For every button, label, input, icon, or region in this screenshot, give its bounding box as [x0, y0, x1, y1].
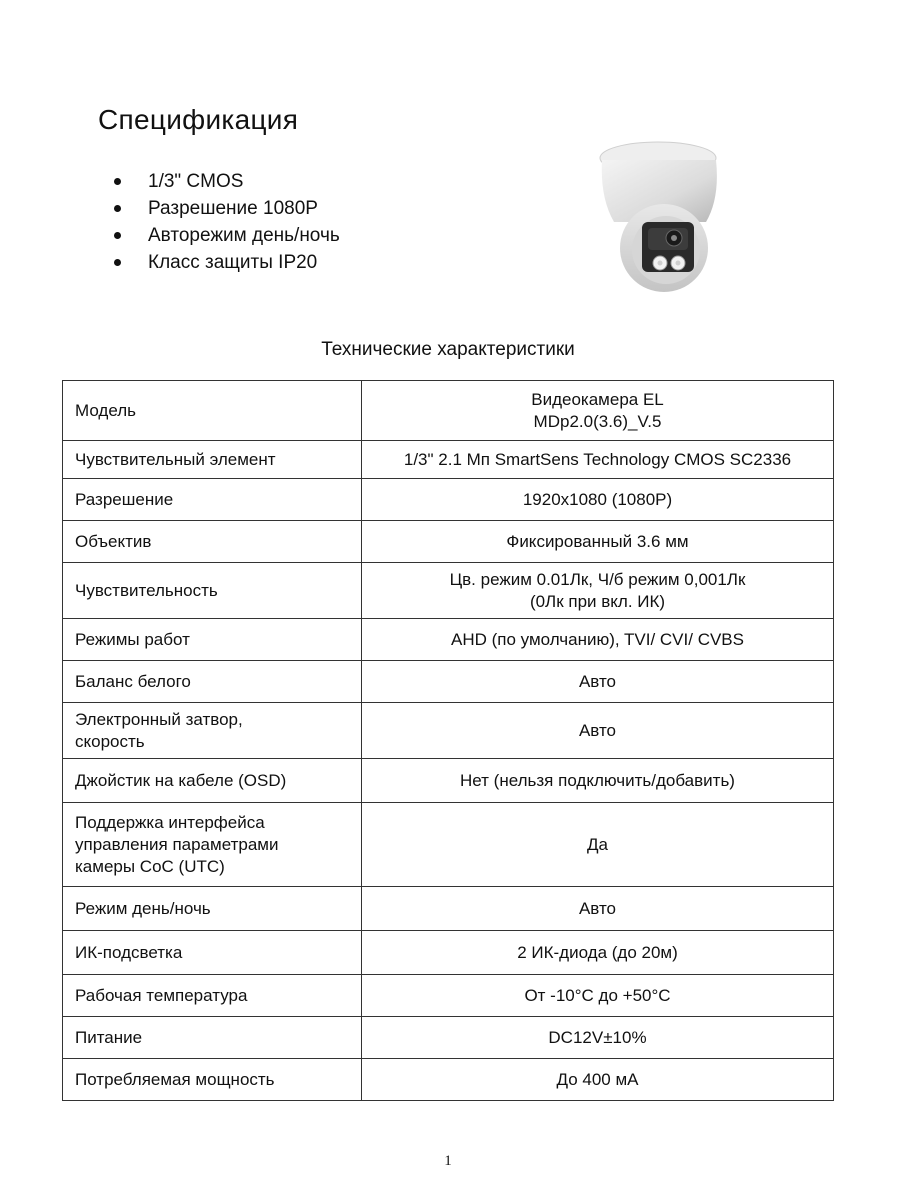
row-label: Потребляемая мощность — [63, 1059, 362, 1101]
row-label: Баланс белого — [63, 661, 362, 703]
row-value: AHD (по умолчанию), TVI/ CVI/ CVBS — [362, 619, 834, 661]
row-value: Фиксированный 3.6 мм — [362, 521, 834, 563]
spec-list-item — [110, 222, 340, 249]
row-value: DC12V±10% — [362, 1017, 834, 1059]
row-label: Питание — [63, 1017, 362, 1059]
row-value: Видеокамера EL MDp2.0(3.6)_V.5 — [362, 381, 834, 441]
table-row — [63, 479, 834, 521]
bullet-icon — [114, 259, 121, 266]
row-value: 1/3" 2.1 Мп SmartSens Technology CMOS SC2336 — [362, 441, 834, 479]
row-value: Да — [362, 803, 834, 887]
table-row — [63, 975, 834, 1017]
table-row — [63, 441, 834, 479]
row-value: 1920x1080 (1080P) — [362, 479, 834, 521]
bullet-icon — [114, 205, 121, 212]
row-value: Авто — [362, 703, 834, 759]
table-row — [63, 1017, 834, 1059]
table-row — [63, 521, 834, 563]
page-title: Спецификация — [98, 104, 299, 135]
bullet-icon — [114, 178, 121, 185]
table-title: Технические характеристики — [321, 339, 575, 360]
spec-text: Разрешение 1080P — [148, 198, 318, 219]
table-row — [63, 563, 834, 619]
row-label: Чувствительный элемент — [63, 441, 362, 479]
table-row — [63, 619, 834, 661]
table-row — [63, 661, 834, 703]
row-value: Нет (нельзя подключить/добавить) — [362, 759, 834, 803]
spec-text: 1/3" CMOS — [148, 171, 244, 192]
row-value: До 400 мА — [362, 1059, 834, 1101]
page-number: 1 — [444, 1153, 452, 1169]
row-value: От -10°C до +50°C — [362, 975, 834, 1017]
specs-table — [62, 380, 834, 1101]
bullet-icon — [114, 232, 121, 239]
table-row — [63, 1059, 834, 1101]
row-label: Модель — [63, 381, 362, 441]
table-row — [63, 381, 834, 441]
row-label: Поддержка интерфейса управления параметрами камеры CoC (UTC) — [63, 803, 362, 887]
row-label: Электронный затвор, скорость — [63, 703, 362, 759]
row-label: Режимы работ — [63, 619, 362, 661]
row-label: Объектив — [63, 521, 362, 563]
table-row — [63, 759, 834, 803]
spec-list — [110, 168, 340, 276]
table-row — [63, 887, 834, 931]
row-label: Джойстик на кабеле (OSD) — [63, 759, 362, 803]
row-value: Авто — [362, 661, 834, 703]
spec-list-item — [110, 168, 340, 195]
row-label: ИК-подсветка — [63, 931, 362, 975]
spec-text: Авторежим день/ночь — [148, 225, 340, 246]
row-value: Цв. режим 0.01Лк, Ч/б режим 0,001Лк (0Лк при вкл. ИК) — [362, 563, 834, 619]
table-row — [63, 703, 834, 759]
row-value: Авто — [362, 887, 834, 931]
spec-text: Класс защиты IP20 — [148, 252, 318, 273]
row-label: Чувствительность — [63, 563, 362, 619]
spec-list-item — [110, 195, 340, 222]
row-label: Разрешение — [63, 479, 362, 521]
table-row — [63, 931, 834, 975]
row-value: 2 ИК-диода (до 20м) — [362, 931, 834, 975]
table-row — [63, 803, 834, 887]
spec-list-item — [110, 249, 340, 276]
row-label: Режим день/ночь — [63, 887, 362, 931]
row-label: Рабочая температура — [63, 975, 362, 1017]
dome-camera-image — [590, 138, 740, 298]
